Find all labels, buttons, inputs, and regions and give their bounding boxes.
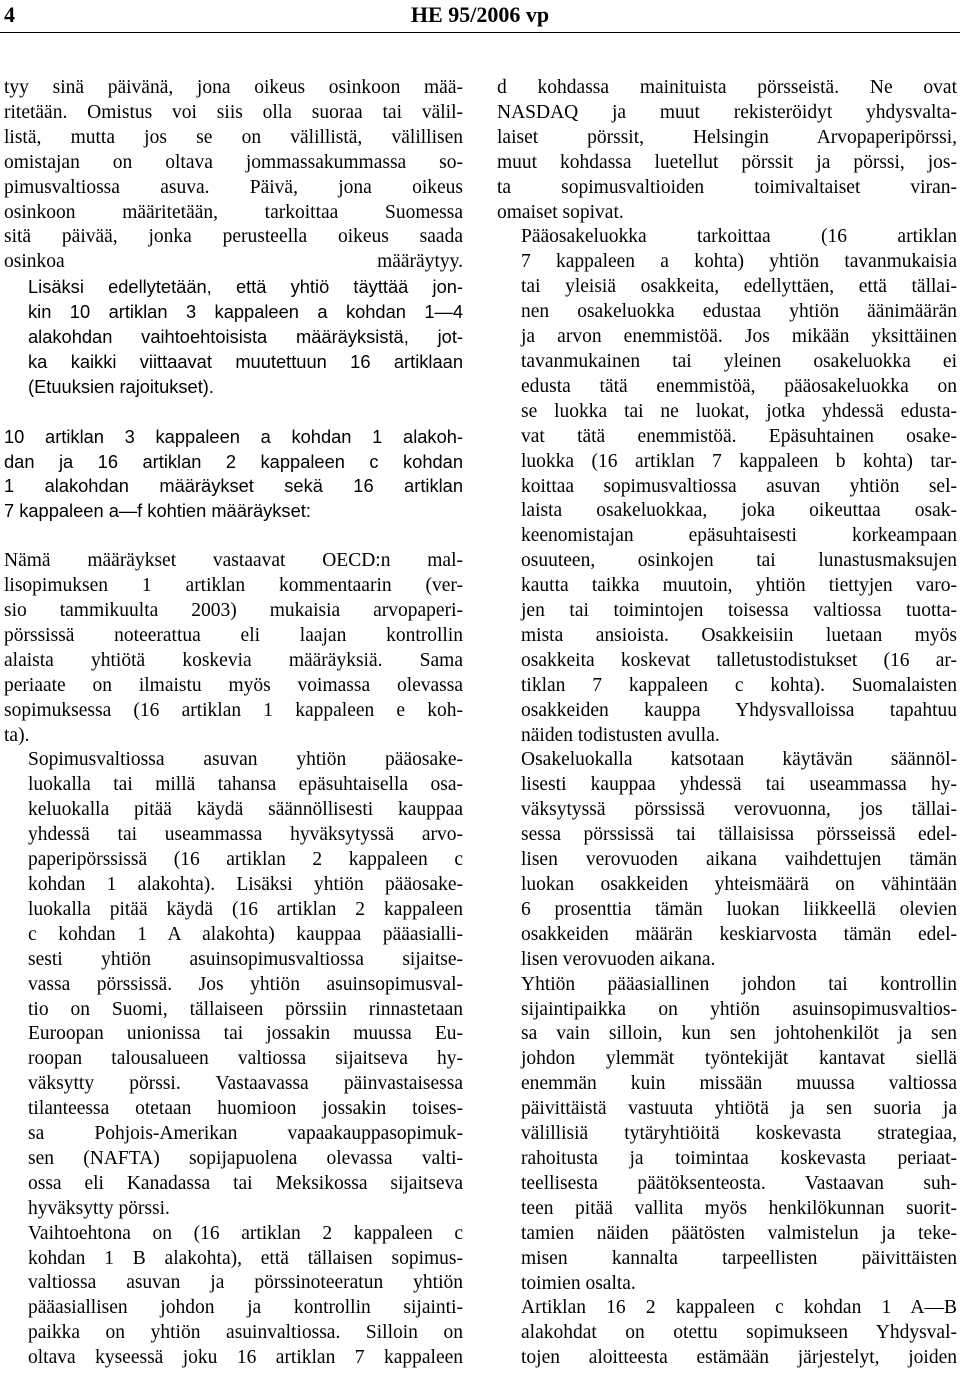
text-line: Nämä määräykset vastaavat OECD:n mal- [4, 550, 463, 572]
text-line: Yhtiön pääasiallinen johdon tai kontrollin [521, 973, 957, 995]
text-line: tiklan 7 kappaleen c kohta). Suomalaisten [521, 674, 957, 696]
text-line: johdon ylemmät työntekijät kantavat siellä [521, 1048, 957, 1070]
text-line: hyväksytty pörssi. [28, 1197, 170, 1219]
text-line: Osakeluokalla katsotaan käytävän säännöl- [521, 749, 957, 771]
left-column [4, 76, 463, 1371]
text-line: nen osakeluokka edustaa yhtiön äänimäärän [521, 301, 957, 323]
text-line: toimien osalta. [521, 1272, 636, 1294]
text-line: Sopimusvaltiossa asuvan yhtiön pääosake- [28, 749, 463, 771]
paragraph-gap [4, 524, 463, 549]
text-line: omaiset sopivat. [497, 201, 624, 223]
text-line: luokan osakkeiden yhteismäärä on vähintään [521, 874, 957, 895]
text-line: osuuteen, osinkojen tai lunastusmaksujen [521, 550, 957, 572]
text-line: omistajan on oltava jommassakummassa so- [4, 151, 463, 173]
text-line: väksytyssä pörssissä verovuonna, jos tällai- [521, 799, 957, 821]
text-line: osinkoon määritetään, tarkoittaa Suomessa [4, 201, 463, 223]
text-line: paikka on yhtiön asuinvaltiossa. Silloin on [28, 1322, 463, 1344]
text-line: pörssissä noteerattua eli laajan kontrollin [4, 624, 463, 646]
text-line: tojen aloitteesta estämään järjestelyt, joiden [521, 1347, 957, 1369]
text-line: vat tätä enemmistöä. Epäsuhtainen osake- [521, 425, 957, 447]
paragraph [497, 76, 957, 225]
paragraph [497, 748, 957, 972]
text-line: teellisesta päätöksenteosta. Vastaavan suh- [521, 1172, 957, 1194]
text-line: kin 10 artiklan 3 kappaleen a kohdan 1—4 [28, 301, 463, 323]
text-line: dan ja 16 artiklan 2 kappaleen c kohdan [4, 450, 463, 472]
text-line: Euroopan unionissa tai jossakin muussa Eu- [28, 1023, 463, 1045]
text-line: vassa pörssissä. Jos yhtiön asuinsopimusval- [28, 973, 463, 995]
text-line: kohdan 1 alakohta). Lisäksi yhtiön pääosake- [28, 873, 463, 895]
text-line: väksytty pörssi. Vastaavassa päinvastaisessa [28, 1073, 463, 1095]
paragraph [4, 275, 463, 400]
text-line: sessa pörssissä tai tällaisissa pörsseissä edel- [521, 824, 957, 846]
text-line: 7 kappaleen a—f kohtien määräykset: [4, 500, 311, 522]
right-column [497, 76, 957, 1371]
text-line: laista osakeluokkaa, joka oikeuttaa osak- [521, 500, 957, 522]
text-line: tio on Suomi, tällaiseen pörssiin rinnastetaan [28, 998, 463, 1020]
text-line: luokalla tai millä tahansa epäsuhtaisella osa- [28, 774, 463, 796]
text-line: tavanmukainen tai yleinen osakeluokka ei [521, 350, 957, 372]
text-line: yhdessä tai useammassa hyväksytyssä arvo- [28, 824, 463, 846]
text-line: ta sopimusvaltioiden toimivaltaiset viran- [497, 176, 957, 198]
text-line: 7 kappaleen a kohta) yhtiön tavanmukaisia [521, 251, 957, 273]
text-line: misen kannalta tarpeellisten päivittäisten [521, 1247, 957, 1269]
text-line: lisopimuksen 1 artiklan kommentaarin (ver- [4, 575, 463, 597]
text-line: rahoitusta ja toimintaa koskevasta periaat- [521, 1147, 957, 1169]
text-line: kautta taikka muutoin, yhtiön tiettyjen varo- [521, 575, 957, 597]
text-line: lisesti kauppaa yhdessä tai useammassa hy- [521, 774, 957, 796]
text-line: (Etuuksien rajoitukset). [28, 375, 214, 397]
text-line: sa Pohjois-Amerikan vapaakauppasopimuk- [28, 1123, 463, 1145]
header-rule [0, 32, 960, 33]
text-line: mista ansioista. Osakkeisiin luetaan myös [521, 624, 957, 646]
text-line: keluokalla pitää käydä säännöllisesti kauppaa [28, 799, 463, 821]
text-line: tilanteessa otetaan huomioon jossakin toises- [28, 1098, 463, 1120]
text-line: roopan talousalueen valtiossa sijaitseva hy- [28, 1048, 463, 1070]
text-line: alaista yhtiötä koskevia määräyksiä. Sama [4, 649, 463, 671]
text-line: tyy sinä päivänä, jona oikeus osinkoon mää- [4, 77, 463, 98]
paragraph-gap [4, 400, 463, 425]
text-line: ritetään. Omistus voi siis olla suoraa tai välil- [4, 101, 463, 123]
paragraph [497, 1296, 957, 1371]
text-line: ta). [4, 724, 30, 746]
text-line: pimusvaltiossa asuva. Päivä, jona oikeus [4, 176, 463, 198]
paragraph [4, 549, 463, 748]
text-line: paperipörssissä (16 artiklan 2 kappaleen c [28, 849, 463, 871]
text-line: Artiklan 16 2 kappaleen c kohdan 1 A—B [521, 1297, 957, 1319]
text-line: lisen verovuoden aikana vaihdettujen tämän [521, 849, 957, 871]
paragraph [497, 973, 957, 1297]
text-line: sopimuksessa (16 artiklan 1 kappaleen e koh- [4, 699, 463, 721]
text-line: välillisiä tytäryhtiöitä koskevasta strategiaa, [521, 1123, 957, 1145]
text-line: osakkeiden kauppa Yhdysvalloissa tapahtuu [521, 699, 957, 721]
text-line: ka kaikki viittaavat muutettuun 16 artiklaan [28, 350, 463, 372]
page-header [0, 0, 960, 42]
paragraph [497, 225, 957, 748]
text-line: osinkoa määräytyy. [4, 251, 463, 273]
text-line: koittaa sopimusvaltiossa asuvan yhtiön sel- [521, 475, 957, 497]
text-line: sa vain silloin, kun sen johtohenkilöt ja sen [521, 1023, 957, 1045]
text-line: kohdan 1 B alakohta), että tällaisen sopimus- [28, 1247, 463, 1269]
text-line: alakohdan vaihtoehtoisista määräyksistä, jot- [28, 326, 463, 348]
text-line: alakohdat on otettu sopimukseen Yhdysval- [521, 1322, 957, 1344]
text-line: pääasiallisen johdon ja kontrollin sijainti- [28, 1297, 463, 1319]
paragraph [4, 76, 463, 275]
text-line: NASDAQ ja muut rekisteröidyt yhdysvalta- [497, 101, 957, 123]
text-line: muut kohdassa luetellut pörssit ja pörssi, jos- [497, 151, 957, 173]
text-line: Lisäksi edellytetään, että yhtiö täyttää jon- [28, 276, 463, 298]
text-line: d kohdassa mainituista pörsseistä. Ne ovat [497, 77, 957, 98]
text-line: tamien näiden päätösten valmistelun ja teke- [521, 1222, 957, 1244]
text-line: Pääosakeluokka tarkoittaa (16 artiklan [521, 226, 957, 248]
text-line: päivittäistä vastuuta yhtiötä ja sen suoria ja [521, 1098, 957, 1120]
text-line: näiden todistusten avulla. [521, 724, 720, 746]
text-line: 10 artiklan 3 kappaleen a kohdan 1 alakoh- [4, 425, 463, 447]
text-line: ossa eli Kanadassa tai Meksikossa sijaitseva [28, 1172, 463, 1194]
text-line: osakkeiden määrän keskiarvosta tämän edel- [521, 923, 957, 945]
text-line: edusta tätä enemmistöä, pääosakeluokka on [521, 375, 957, 397]
paragraph [4, 1222, 463, 1371]
text-line: jen tai toimintojen toisessa valtiossa tuotta- [521, 600, 957, 622]
paragraph [4, 425, 463, 525]
page-number: 4 [4, 2, 15, 27]
text-line: keenomistajan epäsuhtaisesti korkeampaan [521, 525, 957, 547]
text-line: sen (NAFTA) sopijapuolena olevassa valti- [28, 1147, 463, 1169]
text-line: luokalla pitää käydä (16 artiklan 2 kappaleen [28, 898, 463, 920]
text-line: valtiossa asuvan ja pörssinoteeratun yhtiön [28, 1272, 463, 1294]
text-line: Vaihtoehtona on (16 artiklan 2 kappaleen c [28, 1222, 463, 1244]
text-line: sesti yhtiön asuinsopimusvaltiossa sijaitse- [28, 948, 463, 970]
text-line: enemmän kuin missään muussa valtiossa [521, 1073, 957, 1095]
text-line: osakkeita koskevat talletustodistukset (16 ar- [521, 649, 957, 671]
text-line: laiset pörssit, Helsingin Arvopaperipörssi, [497, 126, 957, 148]
text-line: sio tammikuulta 2003) mukaisia arvopaperi- [4, 600, 463, 621]
paragraph [4, 748, 463, 1221]
text-line: 6 prosenttia tämän luokan liikkeellä olevien [521, 898, 957, 920]
text-line: teen pitää vallita myös henkilökunnan suorit- [521, 1197, 957, 1219]
text-line: 1 alakohdan määräykset sekä 16 artiklan [4, 475, 463, 497]
text-line: listä, mutta jos se on välillistä, välillisen [4, 126, 463, 148]
text-line: se luokka tai ne luokat, jotka yhdessä edusta- [521, 400, 957, 422]
text-line: ja arvon enemmistöä. Jos mikään yksittäinen [521, 326, 957, 348]
text-line: tai yleisiä osakkeita, edellyttäen, että tällai- [521, 276, 957, 298]
text-line: periaate on ilmaistu myös voimassa olevassa [4, 674, 463, 696]
document-id: HE 95/2006 vp [410, 2, 550, 27]
text-line: c kohdan 1 A alakohta) kauppaa pääasialli- [28, 923, 463, 945]
text-line: sitä päivää, jonka perusteella oikeus saada [4, 226, 463, 248]
text-line: oltava kyseessä joku 16 artiklan 7 kappaleen [28, 1347, 463, 1369]
text-line: sijaintipaikka on yhtiön asuinsopimusvaltios- [521, 998, 957, 1020]
text-line: luokka (16 artiklan 7 kappaleen b kohta) tar- [521, 450, 957, 472]
text-line: lisen verovuoden aikana. [521, 948, 716, 970]
